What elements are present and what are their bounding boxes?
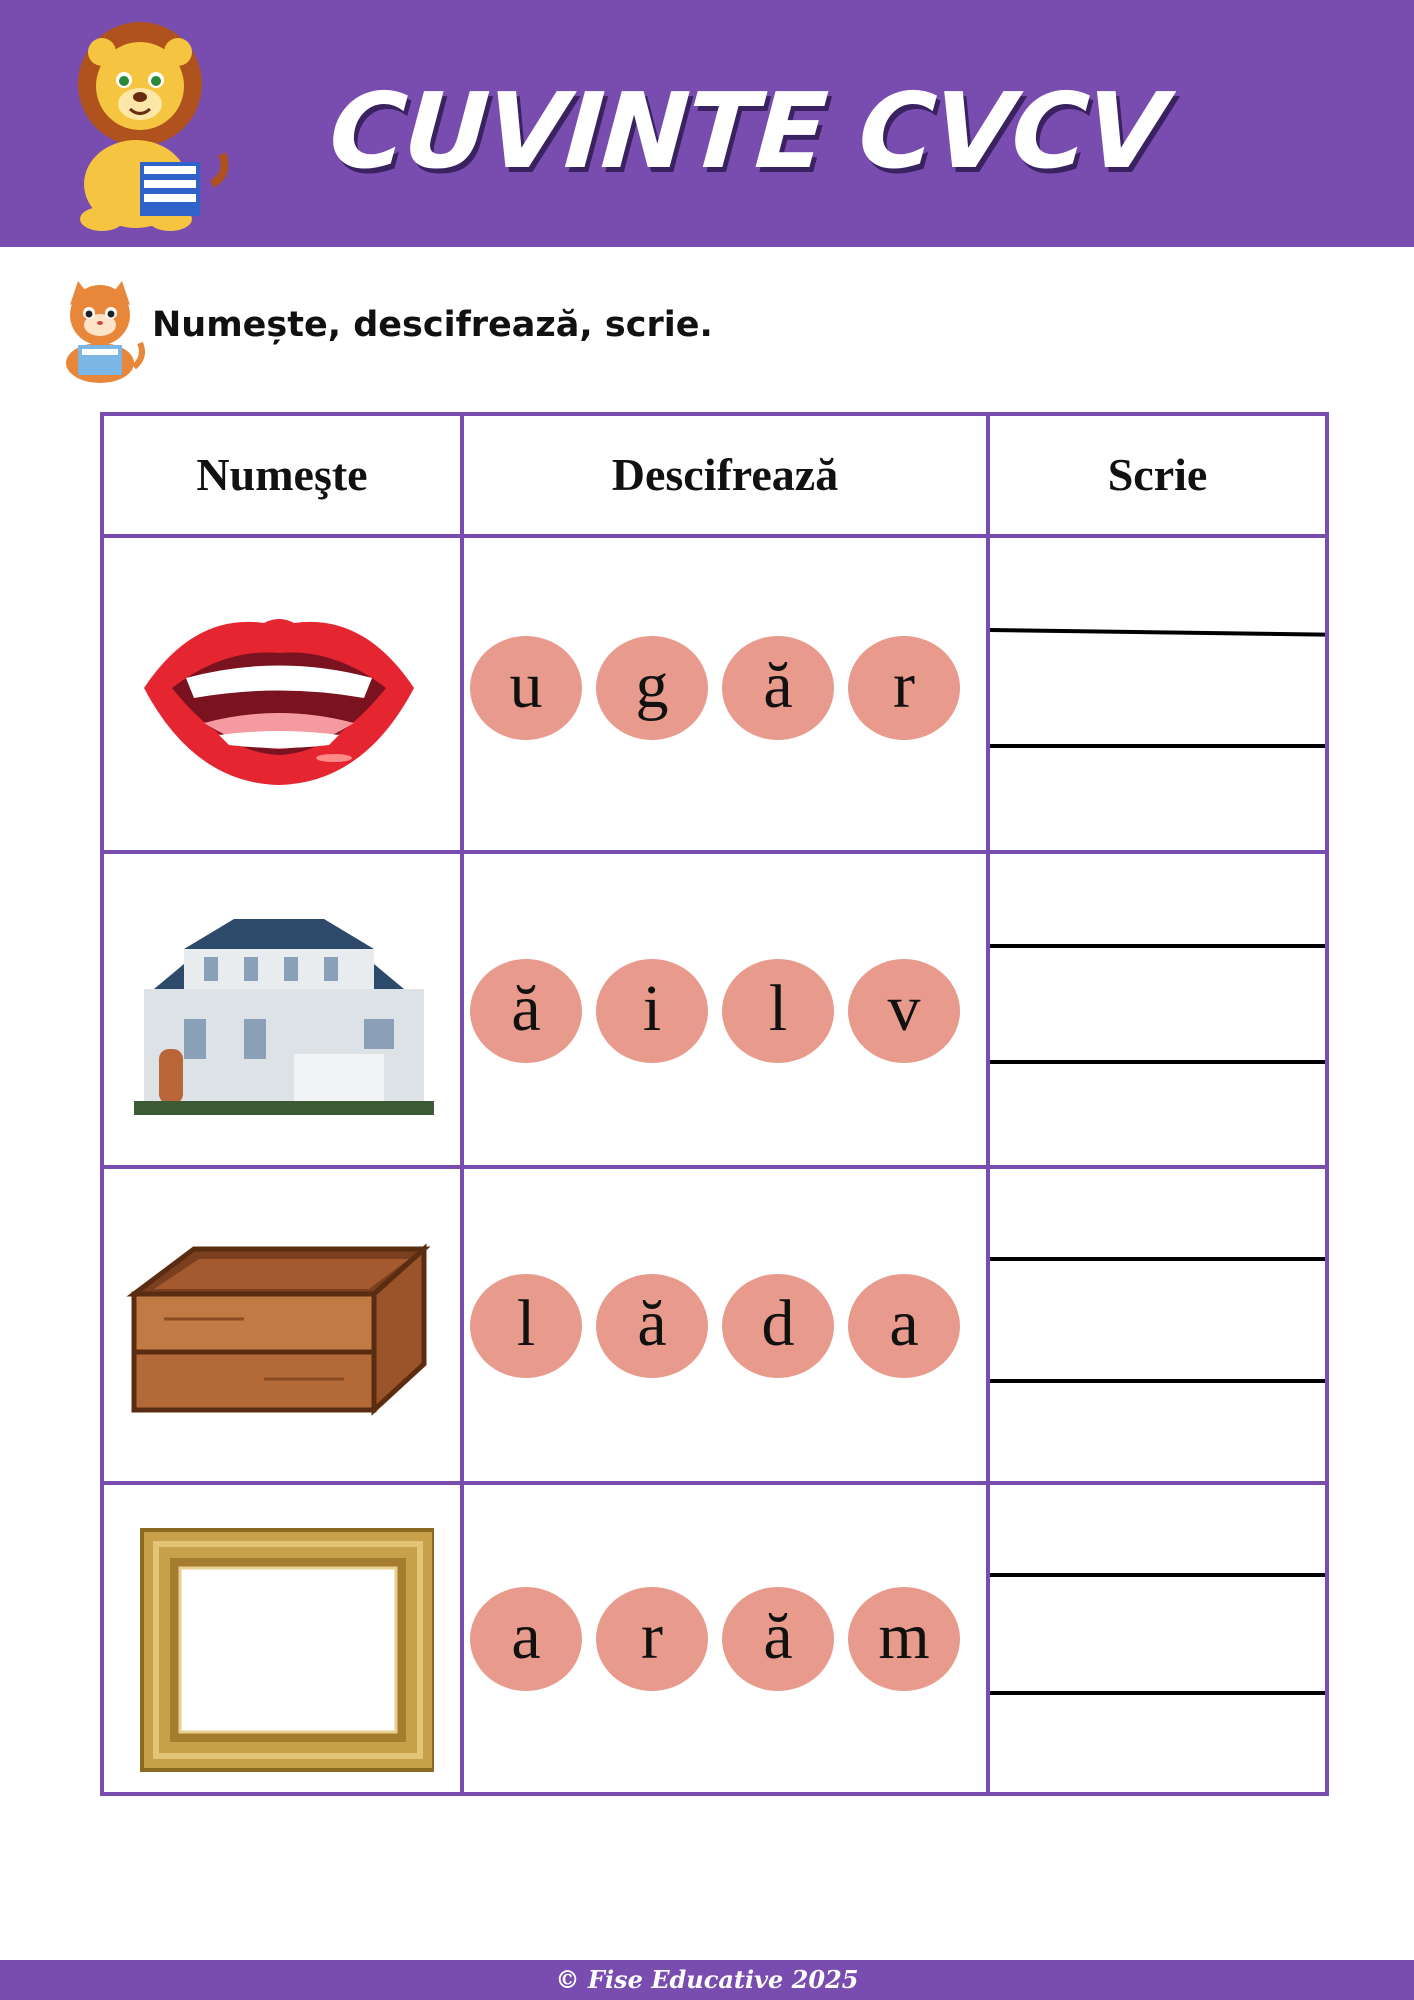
table-row — [104, 1485, 1325, 1800]
letter-tile: ă — [722, 1587, 834, 1691]
letter-tile: d — [722, 1274, 834, 1378]
cat-reading-icon — [52, 275, 147, 385]
picture-frame-image — [124, 1500, 434, 1785]
letter-tile: g — [596, 636, 708, 740]
column-header-write: Scrie — [1107, 449, 1208, 500]
letter-tile: i — [596, 959, 708, 1063]
letter-tile: l — [470, 1274, 582, 1378]
house-image — [124, 869, 434, 1154]
writing-line[interactable] — [990, 744, 1325, 748]
writing-line[interactable] — [990, 1060, 1325, 1064]
writing-line[interactable] — [990, 628, 1325, 637]
letter-tile: a — [848, 1274, 960, 1378]
instruction-text: Numește, descifrează, scrie. — [152, 305, 713, 345]
letter-tile: r — [848, 636, 960, 740]
column-header-decipher: Descifrează — [611, 449, 839, 500]
page-title: CUVINTE CVCV — [325, 70, 1170, 192]
footer-copyright: © Fise Educative 2025 — [0, 1960, 1414, 2000]
table-row — [104, 1169, 1325, 1484]
letter-tile: r — [596, 1587, 708, 1691]
header-banner — [0, 0, 1414, 247]
letter-tile: l — [722, 959, 834, 1063]
writing-line[interactable] — [990, 944, 1325, 948]
wooden-crate-image — [124, 1184, 434, 1469]
letter-tile: ă — [470, 959, 582, 1063]
column-header-name: Numeşte — [196, 449, 368, 500]
letter-tile: m — [848, 1587, 960, 1691]
table-row — [104, 538, 1325, 853]
writing-line[interactable] — [990, 1257, 1325, 1261]
writing-line[interactable] — [990, 1691, 1325, 1695]
table-row — [104, 854, 1325, 1169]
letter-tile: ă — [722, 636, 834, 740]
letter-tile: a — [470, 1587, 582, 1691]
mouth-image — [124, 553, 434, 838]
letter-tile: ă — [596, 1274, 708, 1378]
writing-line[interactable] — [990, 1379, 1325, 1383]
letter-tile: v — [848, 959, 960, 1063]
worksheet-table — [100, 412, 1329, 1796]
writing-line[interactable] — [990, 1573, 1325, 1577]
letter-tile: u — [470, 636, 582, 740]
lion-reading-icon — [62, 14, 232, 234]
